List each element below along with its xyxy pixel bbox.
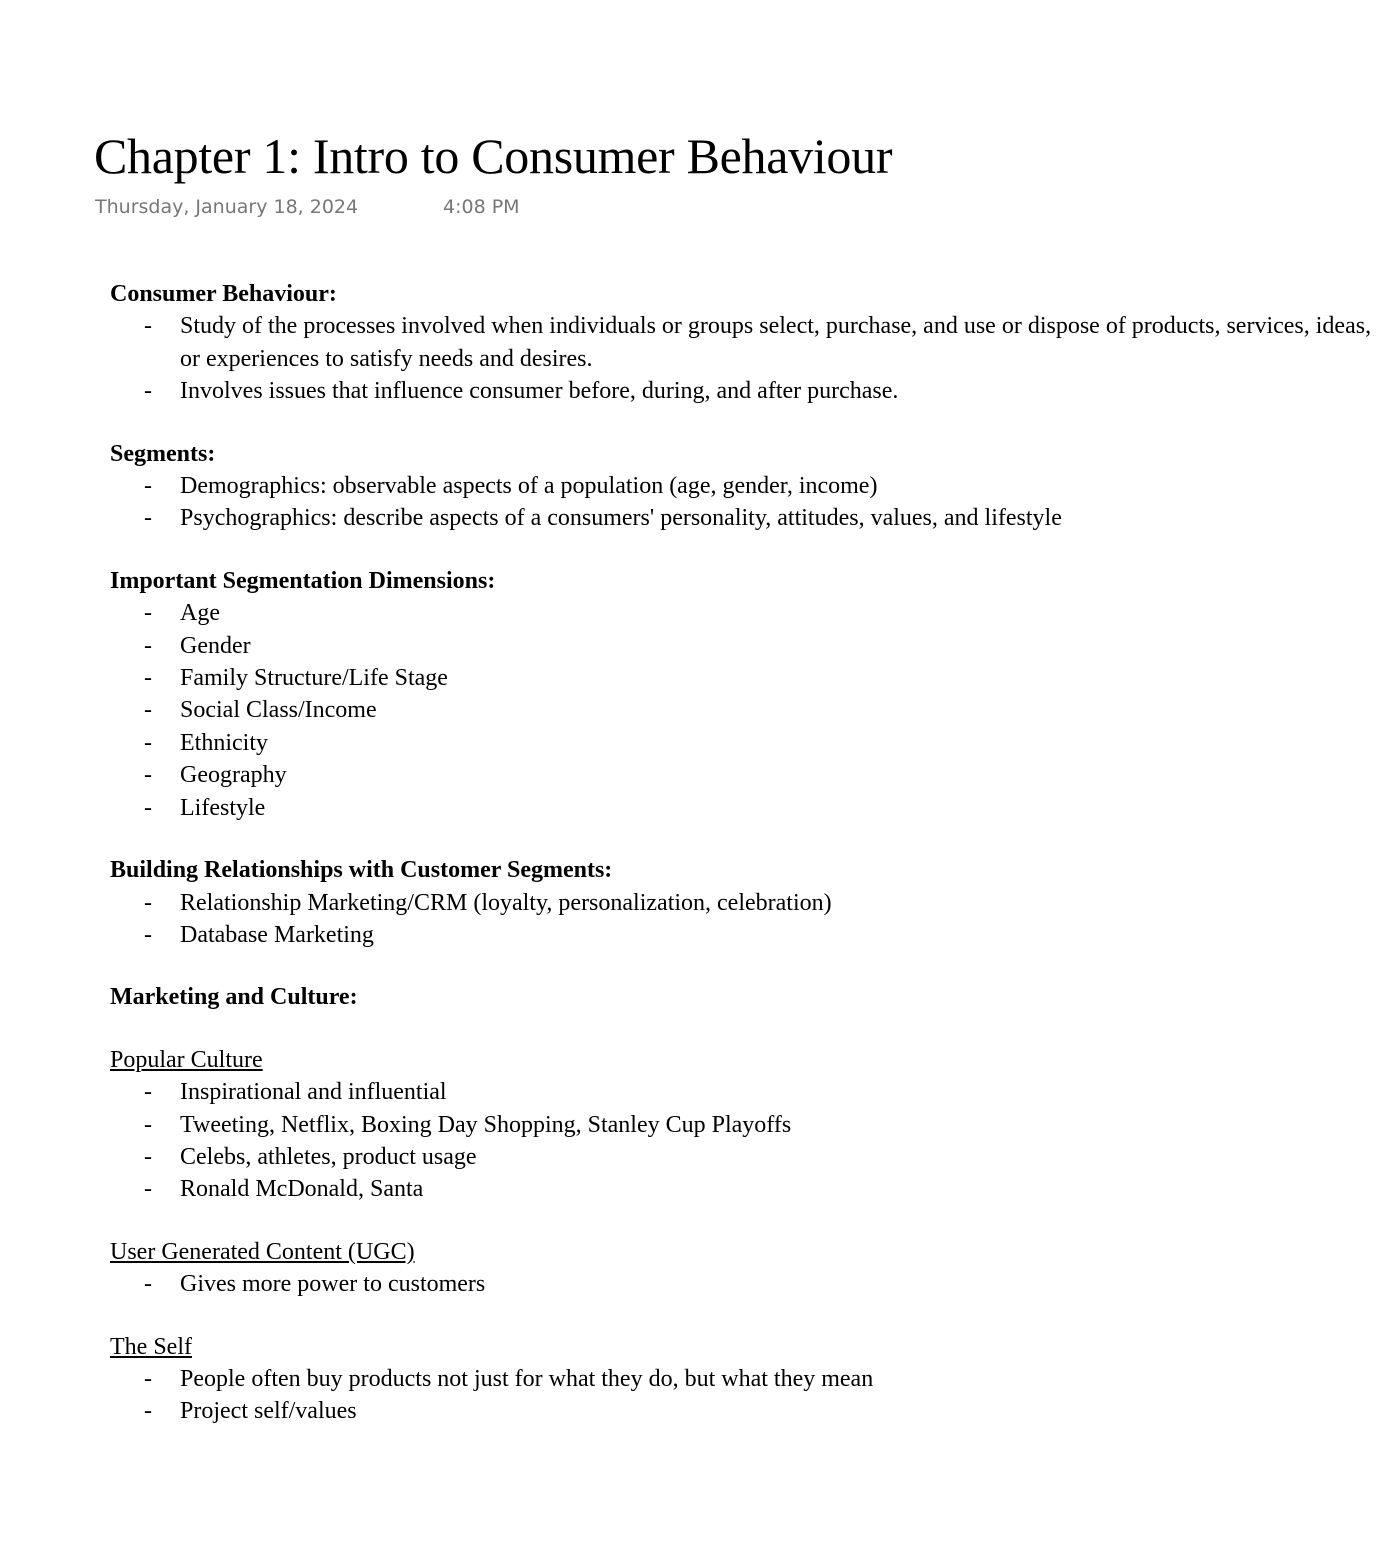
list-item: - Gender [110,630,1200,662]
list-item: - Gives more power to customers [110,1268,1200,1300]
section-heading-consumer-behaviour: Consumer Behaviour: [110,281,337,307]
the-self-list [110,1363,1200,1428]
list-item: - Ronald McDonald, Santa [110,1173,1200,1205]
list-item: - Ethnicity [110,727,1200,759]
subheading-ugc: User Generated Content (UGC) [110,1238,415,1265]
list-item: - Database Marketing [110,919,1200,951]
note-timestamp [95,194,520,220]
list-item: - Involves issues that influence consumer before, during, and after purchase. [110,375,1200,407]
list-item: - Psychographics: describe aspects of a consumers' personality, attitudes, values, and lifestyle [110,502,1200,534]
popular-culture-list [110,1076,1200,1206]
note-body [110,278,1372,1428]
list-item: - Age [110,597,1200,629]
segments-list [110,470,1200,535]
list-item: - Study of the processes involved when individuals or groups select, purchase, and use or dispose of products, services, ideas, or experiences to satisfy needs and desires. [110,310,1380,375]
list-item: - Tweeting, Netflix, Boxing Day Shopping, Stanley Cup Playoffs [110,1109,1200,1141]
ugc-list [110,1268,1200,1300]
section-heading-dimensions: Important Segmentation Dimensions: [110,567,496,594]
list-item: - Project self/values [110,1395,1200,1427]
list-item: - Celebs, athletes, product usage [110,1141,1200,1173]
consumer-behaviour-list [110,310,1372,407]
list-item: - Social Class/Income [110,694,1200,726]
list-item: - Relationship Marketing/CRM (loyalty, personalization, celebration) [110,887,1200,919]
list-item: - Inspirational and influential [110,1076,1200,1108]
subheading-the-self: The Self [110,1333,192,1360]
relationships-list [110,887,1200,952]
section-heading-relationships: Building Relationships with Customer Segments: [110,857,613,884]
list-item: - Demographics: observable aspects of a population (age, gender, income) [110,470,1200,502]
list-item: - Geography [110,759,1200,791]
section-heading-segments: Segments: [110,440,216,467]
page-title: Chapter 1: Intro to Consumer Behaviour [94,128,893,184]
dimensions-list [110,597,1200,824]
note-date: Thursday, January 18, 2024 [95,196,359,218]
subheading-popular-culture: Popular Culture [110,1046,263,1073]
list-item: - Lifestyle [110,792,1200,824]
note-time: 4:08 PM [443,196,520,218]
section-heading-marketing-culture: Marketing and Culture: [110,984,358,1011]
list-item: - Family Structure/Life Stage [110,662,1200,694]
list-item: - People often buy products not just for what they do, but what they mean [110,1363,1200,1395]
